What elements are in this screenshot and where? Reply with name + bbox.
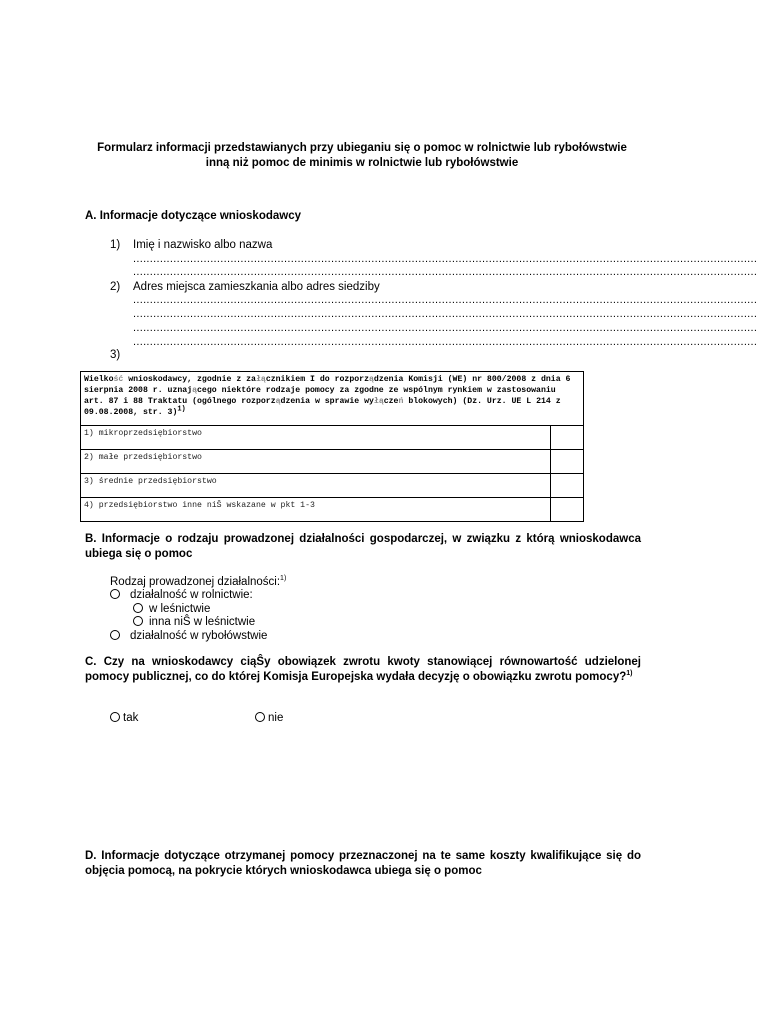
size-checkbox-micro[interactable]	[551, 426, 584, 450]
radio-circle-icon[interactable]	[110, 630, 120, 640]
radio-circle-icon[interactable]	[133, 616, 143, 626]
item-1-line-2[interactable]: ..........................................................................................................................................................................................	[133, 266, 757, 278]
size-checkbox-medium[interactable]	[551, 474, 584, 498]
option-fishery-label: działalność w rybołówstwie	[130, 630, 268, 642]
item-1-number: 1)	[110, 239, 121, 251]
radio-circle-icon[interactable]	[110, 589, 120, 599]
answer-no-label: nie	[268, 712, 284, 724]
option-forestry-label: w leśnictwie	[149, 603, 211, 615]
option-other-than-forestry-label: inna niŜ w leśnictwie	[149, 616, 256, 628]
table-row	[81, 498, 584, 522]
section-d-heading: D. Informacje dotyczące otrzymanej pomocy przeznaczonej na te same koszty kwalifikujące się do objęcia pomocą, na pokrycie których wnioskodawca ubiega się o pomoc	[85, 850, 641, 877]
size-option-small: 2) małe przedsiębiorstwo	[81, 450, 551, 474]
radio-circle-icon[interactable]	[110, 712, 120, 722]
radio-circle-icon[interactable]	[133, 603, 143, 613]
table-row	[81, 450, 584, 474]
item-2-label: Adres miejsca zamieszkania albo adres siedziby	[133, 281, 380, 293]
option-agriculture-label: działalność w rolnictwie:	[130, 589, 253, 601]
table-row	[81, 426, 584, 450]
item-2-line-1[interactable]: ..........................................................................................................................................................................................	[133, 294, 757, 306]
item-1-label: Imię i nazwisko albo nazwa	[133, 239, 273, 251]
activity-type-prompt: Rodzaj prowadzonej działalności:$^{1)}$	[110, 575, 287, 588]
item-2-number: 2)	[110, 281, 121, 293]
option-agriculture[interactable]	[110, 588, 253, 602]
section-a-heading: A. Informacje dotyczące wnioskodawcy	[85, 210, 302, 222]
size-option-other: 4) przedsiębiorstwo inne niŜ wskazane w pkt 1-3	[81, 498, 551, 522]
item-2-line-4[interactable]: ..........................................................................................................................................................................................	[133, 336, 757, 348]
answer-yes[interactable]	[110, 711, 138, 725]
item-2-line-3[interactable]: ..........................................................................................................................................................................................	[133, 322, 757, 334]
radio-circle-icon[interactable]	[255, 712, 265, 722]
option-fishery[interactable]	[110, 629, 267, 643]
section-c-heading: C. Czy na wnioskodawcy ciąŜy obowiązek zwrotu kwoty stanowiącej równowartość udzielonej pomocy publicznej, co do której Komisja Europejska wydała decyzję o obowiązku zwrotu pomocy?$^{1)}$	[85, 656, 641, 683]
size-checkbox-other[interactable]	[551, 498, 584, 522]
answer-yes-label: tak	[123, 712, 139, 724]
item-2-line-2[interactable]: ..........................................................................................................................................................................................	[133, 308, 757, 320]
option-other-than-forestry[interactable]	[133, 615, 255, 629]
section-b-heading: B. Informacje o rodzaju prowadzonej działalności gospodarczej, w związku z którą wnioskodawca ubiega się o pomoc	[85, 533, 641, 560]
enterprise-size-header: Wielkość wnioskodawcy, zgodnie z załącznikiem I do rozporządzenia Komisji (WE) nr 800/2008 z dnia 6 sierpnia 2008 r. uznającego niektóre rodzaje pomocy za zgodne ze wspólnym rynkiem w zastosowaniu art. 87 i 88 Traktatu (ogólnego rozporządzenia w sprawie wyłączeń blokowych) (Dz. Urz. UE L 214 z 09.08.2008, str. 3)$^{1)}$	[81, 372, 584, 426]
document-title	[70, 141, 654, 171]
answer-no[interactable]	[255, 711, 283, 725]
item-3-number: 3)	[110, 349, 121, 361]
item-1-line-1[interactable]: ..........................................................................................................................................................................................	[133, 253, 757, 265]
option-forestry[interactable]	[133, 602, 210, 616]
size-option-medium: 3) średnie przedsiębiorstwo	[81, 474, 551, 498]
table-row	[81, 474, 584, 498]
title-line-1: Formularz informacji przedstawianych przy ubieganiu się o pomoc w rolnictwie lub rybołówstwie	[97, 142, 627, 154]
size-checkbox-small[interactable]	[551, 450, 584, 474]
title-line-2: inną niż pomoc de minimis w rolnictwie lub rybołówstwie	[205, 157, 519, 169]
size-option-micro: 1) mikroprzedsiębiorstwo	[81, 426, 551, 450]
enterprise-size-table	[80, 371, 584, 522]
